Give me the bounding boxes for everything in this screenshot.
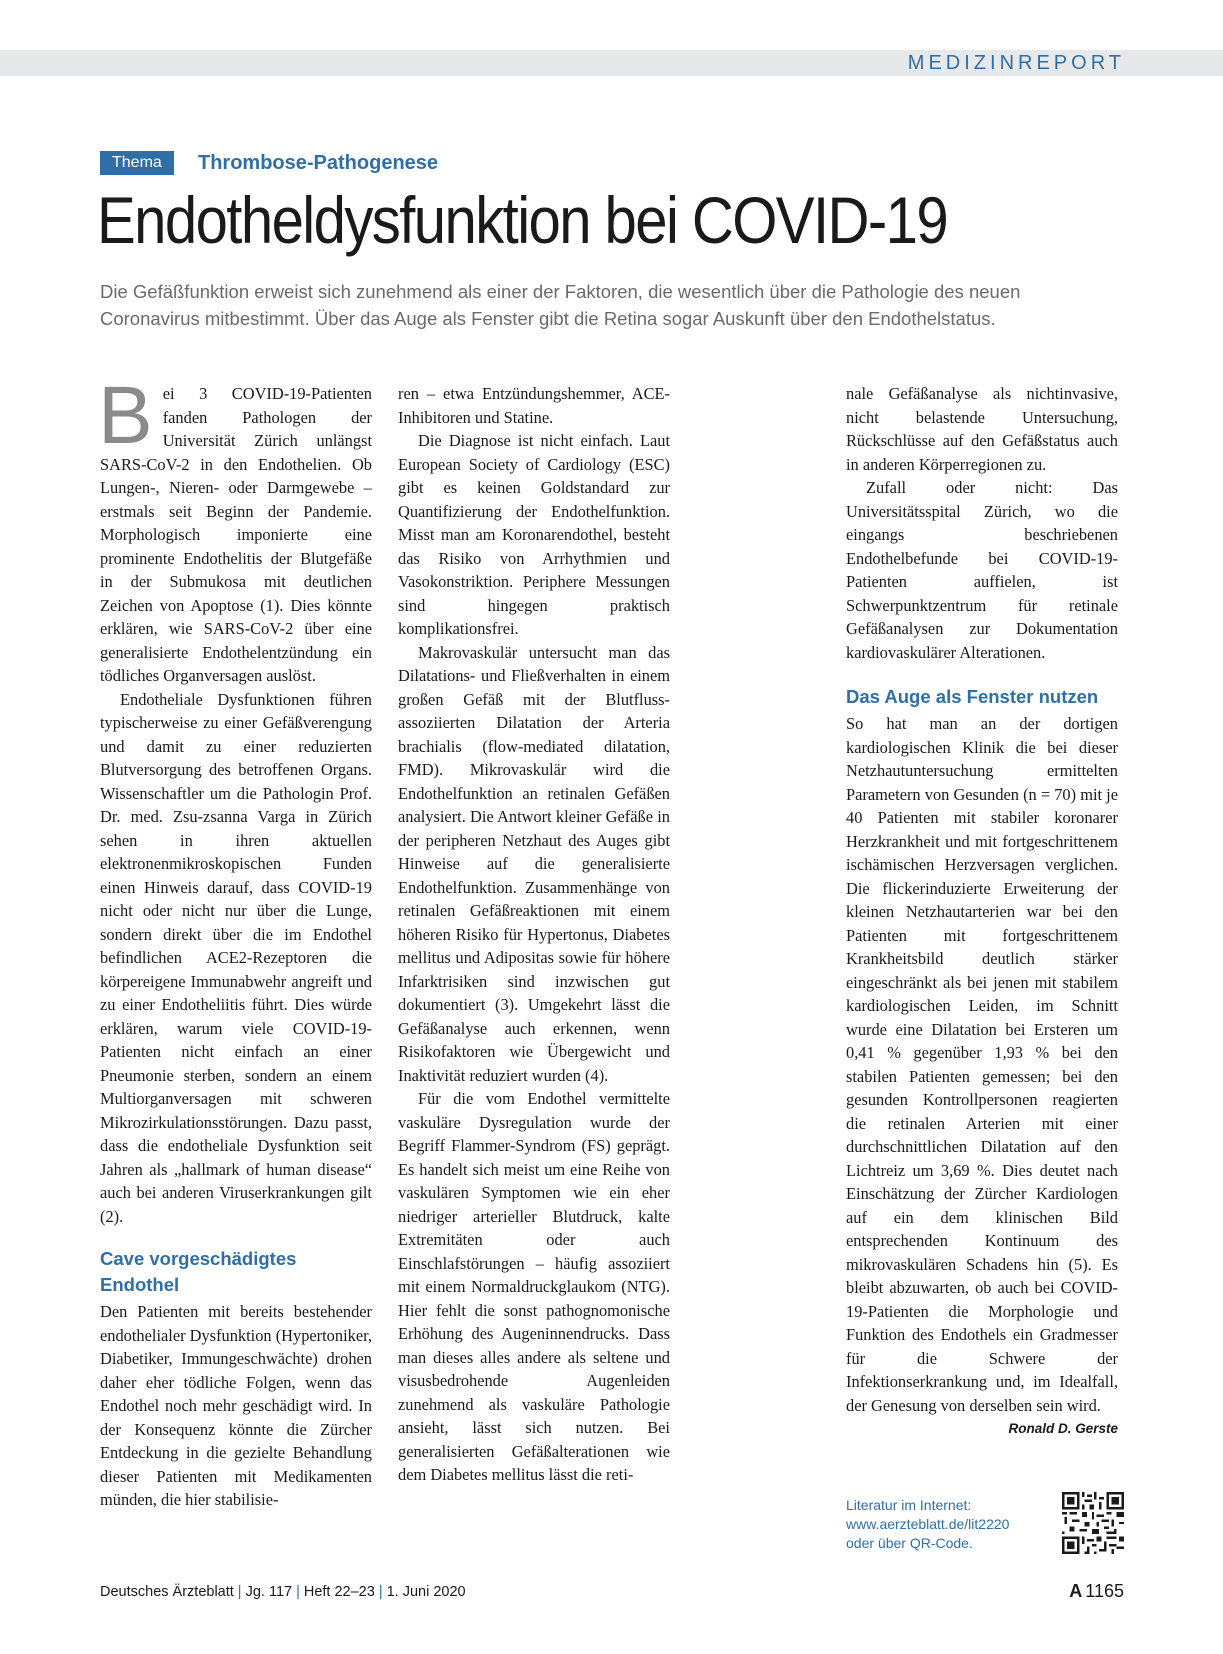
literature-qr-hint: oder über QR-Code. (846, 1535, 973, 1551)
literature-link[interactable]: www.aerzteblatt.de/lit2220 (846, 1516, 1010, 1532)
paragraph: ren – etwa Entzündungshemmer, ACE-Inhibitoren und Statine. (398, 384, 670, 427)
column-3 (846, 382, 1118, 1441)
journal-name: Deutsches Ärzteblatt (100, 1584, 234, 1600)
page-number-value: 1165 (1085, 1581, 1124, 1601)
thema-badge: Thema (100, 151, 174, 175)
literature-label: Literatur im Internet: (846, 1497, 972, 1513)
lead-line: Coronavirus mitbestimmt. Über das Auge als Fenster gibt die Retina sogar Auskunft über den Endothelstatus. (100, 308, 996, 329)
paragraph (846, 712, 1118, 1436)
footer-divider: | (296, 1584, 300, 1600)
page-footer (100, 1582, 466, 1602)
paragraph: Für die vom Endothel vermittelte vaskuläre Dysregulation wurde der Begriff Flammer-Syndrom (FS) geprägt. Es handelt sich meist um eine Reihe von vaskulären Symptomen wie ein eher niedriger arterieller Blutdruck, kalte Extremitäten oder auch Einschlafstörungen – häufig assoziiert mit einem Normaldruckglaukom (NTG). Hier fehlt die sonst pathognomonische Erhöhung des Augeninnendrucks. Dass man dieses alles andere als seltene und visusbedrohende Augenleiden zunehmend als vaskuläre Pathologie ansieht, lässt sich nutzen. Bei generalisierten Gefäßalterationen wie dem Diabetes mellitus lässt die reti- (398, 1089, 670, 1484)
journal-volume: Jg. 117 (245, 1584, 293, 1600)
literature-note (846, 1496, 1046, 1553)
column-2 (398, 382, 670, 1487)
author-name: Ronald D. Gerste (1008, 1421, 1118, 1436)
subheading: Das Auge als Fenster nutzen (846, 686, 1099, 707)
section-label: MEDIZINREPORT (907, 52, 1125, 74)
qr-code-icon[interactable] (1062, 1492, 1124, 1554)
subheading: Cave vorgeschädigtes Endothel (100, 1248, 297, 1295)
issue-date: 1. Juni 2020 (386, 1584, 466, 1600)
paragraph (98, 370, 372, 688)
kicker: Thrombose-Pathogenese (198, 152, 439, 174)
paragraph: Makrovaskulär untersucht man das Dilatations- und Fließverhalten in einem großen Gefäß mit der Blutfluss-assoziierten Dilatation der Arteria brachialis (flow-mediated dilatation, FMD). Mikrovaskulär wird die Endothelfunktion an retinalen Gefäßen analysiert. Die Antwort kleiner Gefäße in der peripheren Netzhaut des Auges gibt Hinweise auf die generalisierte Endothelfunktion. Zusammenhänge von retinalen Gefäßreaktionen mit einem höheren Risiko für Hypertonus, Diabetes mellitus und Adipositas sowie für höhere Infarktrisiken sind inzwischen gut dokumentiert (3). Umgekehrt lässt die Gefäßanalyse auch erkennen, wenn Risikofaktoren wie Übergewicht und Inaktivität reduziert wurden (4). (398, 642, 670, 1085)
paragraph: Die Diagnose ist nicht einfach. Laut European Society of Cardiology (ESC) gibt es keinen Goldstandard zur Quantifizierung der Endothelfunktion. Misst man am Koronarendothel, besteht das Risiko von Arrhythmien und Vasokonstriktion. Periphere Messungen sind hingegen praktisch komplikationsfrei. (398, 431, 670, 638)
page-prefix: A (1069, 1581, 1083, 1601)
paragraph-text: So hat man an der dortigen kardiologischen Klinik die bei dieser Netzhautuntersuchung ermittelten Parametern von Gesunden (n = 70) mit je 40 Patienten mit stabiler koronarer Herzkrankheit und mit fortgeschrittenem ischämischen Herzversagen verglichen. Die flickerinduzierte Erweiterung der kleinen Netzhautarterien war bei den Patienten mit fortgeschrittenem Krankheitsbild deutlich stärker eingeschränkt als bei jenen mit stabilem kardiologischen Leiden, im Schnitt wurde eine Dilatation bei Ersteren um 0,41 % gegenüber 1,93 % bei den stabilen Patienten gemessen; bei den gesunden Kontrollpersonen reagierten die retinalen Arterien mit einer durchschnittlichen Dilatation auf den Lichtreiz um 3,69 %. Dies deutet nach Einschätzung der Zürcher Kardiologen auf ein dem klinischen Bild entsprechenden Kontinuum des mikrovaskulären Schadens hin (5). Es bleibt abzuwarten, ob auch bei COVID-19-Patienten die Morphologie und Funktion des Endothels ein Gradmesser für die Schwere der Infektionserkrankung und, im Idealfall, der Genesung von derselben sein wird. (846, 714, 1118, 1415)
paragraph: nale Gefäßanalyse als nichtinvasive, nicht belastende Untersuchung, Rückschlüsse auf den Gefäßstatus auch in anderen Körperregionen zu. (846, 384, 1118, 474)
paragraph: Zufall oder nicht: Das Universitätsspital Zürich, wo die eingangs beschriebenen Endothelbefunde bei COVID-19-Patienten auffielen, ist Schwerpunktzentrum für retinale Gefäßanalysen zur Dokumentation kardiovaskulärer Alterationen. (846, 478, 1118, 662)
paragraph: Den Patienten mit bereits bestehender endothelialer Dysfunktion (Hypertoniker, Diabetiker, Immungeschwächte) drohen daher eher tödliche Folgen, wenn das Endothel noch mehr geschädigt wird. In der Konsequenz könnte die Zürcher Entdeckung in die gezielte Behandlung dieser Patienten mit Medikamenten münden, die hier stabilisie- (100, 1302, 372, 1509)
footer-divider: | (378, 1584, 383, 1600)
column-1 (98, 370, 372, 1512)
journal-issue: Heft 22–23 (303, 1584, 375, 1600)
paragraph-text: ei 3 COVID-19-Patienten fanden Pathologen der Universität Zürich unlängst SARS-CoV-2 in den Endothelien. Ob Lungen-, Nieren- oder Darmgewebe – erstmals seit Beginn der Pandemie. Morphologisch imponierte eine prominente Endothelitis der Blutgefäße in der Submukosa mit deutlichen Zeichen von Apoptose (1). Dies könnte erklären, wie SARS-CoV-2 über eine generalisierte Endothelentzündung ein tödliches Organversagen auslöst. (100, 384, 372, 685)
article-title: Endotheldysfunktion bei COVID-19 (97, 183, 948, 257)
page-number (1069, 1580, 1124, 1602)
drop-cap: B (98, 370, 153, 461)
lead-line: Die Gefäßfunktion erweist sich zunehmend als einer der Faktoren, die wesentlich über die Pathologie des neuen (100, 281, 1021, 302)
footer-divider: | (237, 1584, 242, 1600)
paragraph: Endotheliale Dysfunktionen führen typischerweise zu einer Gefäßverengung und damit zu einer reduzierten Blutversorgung des betroffenen Organs. Wissenschaftler um die Pathologin Prof. Dr. med. Zsu-zsanna Varga in Zürich sehen in ihren aktuellen elektronenmikroskopischen Funden einen Hinweis darauf, dass COVID-19 nicht oder nicht nur über die Lunge, sondern direkt über die im Endothel befindlichen ACE2-Rezeptoren die körpereigene Immunabwehr angreift und zu einer Endotheliitis führt. Dies würde erklären, warum viele COVID-19-Patienten nicht einfach an einer Pneumonie sterben, sondern an einem Multiorganversagen mit schweren Mikrozirkulationsstörungen. Dazu passt, dass die endotheliale Dysfunktion seit Jahren als „hallmark of human disease“ auch bei anderen Viruserkrankungen gilt (2). (100, 689, 372, 1226)
article-lead (100, 278, 1150, 332)
